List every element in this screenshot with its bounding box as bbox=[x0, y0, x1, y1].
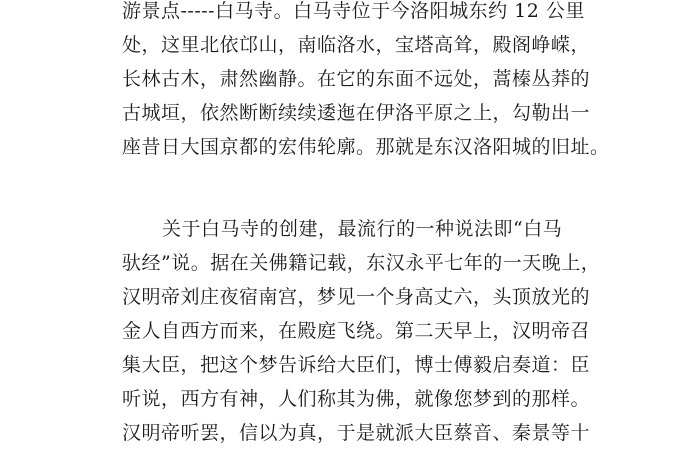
text-line: 古城垣，依然断断续续逶迤在伊洛平原之上，勾勒出一 bbox=[122, 102, 591, 124]
text-line: 座昔日大国京都的宏伟轮廓。那就是东汉洛阳城的旧址。 bbox=[122, 136, 610, 158]
text-line: 驮经”说。据在关佛籍记载，东汉永平七年的一天晚上， bbox=[122, 252, 601, 274]
text-line: 长林古木，肃然幽静。在它的东面不远处，蒿榛丛莽的 bbox=[122, 68, 591, 90]
paragraph-2 bbox=[122, 212, 601, 450]
text-line: 听说，西方有神，人们称其为佛，就像您梦到的那样。 bbox=[122, 388, 591, 410]
text-line: 汉明帝听罢，信以为真，于是就派大臣蔡音、秦景等十 bbox=[122, 422, 591, 444]
text-line: 游景点-----白马寺。白马寺位于今洛阳城东约 12 公里 bbox=[122, 0, 585, 22]
text-line: 处，这里北依邙山，南临洛水，宝塔高耸，殿阁峥嵘， bbox=[122, 34, 591, 56]
text-line-first-indented: 关于白马寺的创建，最流行的一种说法即“白马 bbox=[162, 218, 563, 240]
text-line: 汉明帝刘庄夜宿南宫，梦见一个身高丈六，头顶放光的 bbox=[122, 286, 591, 308]
text-line: 金人自西方而来，在殿庭飞绕。第二天早上，汉明帝召 bbox=[122, 320, 591, 342]
text-line: 集大臣，把这个梦告诉给大臣们，博士傅毅启奏道：臣 bbox=[122, 354, 591, 376]
paragraph-1 bbox=[122, 0, 610, 164]
